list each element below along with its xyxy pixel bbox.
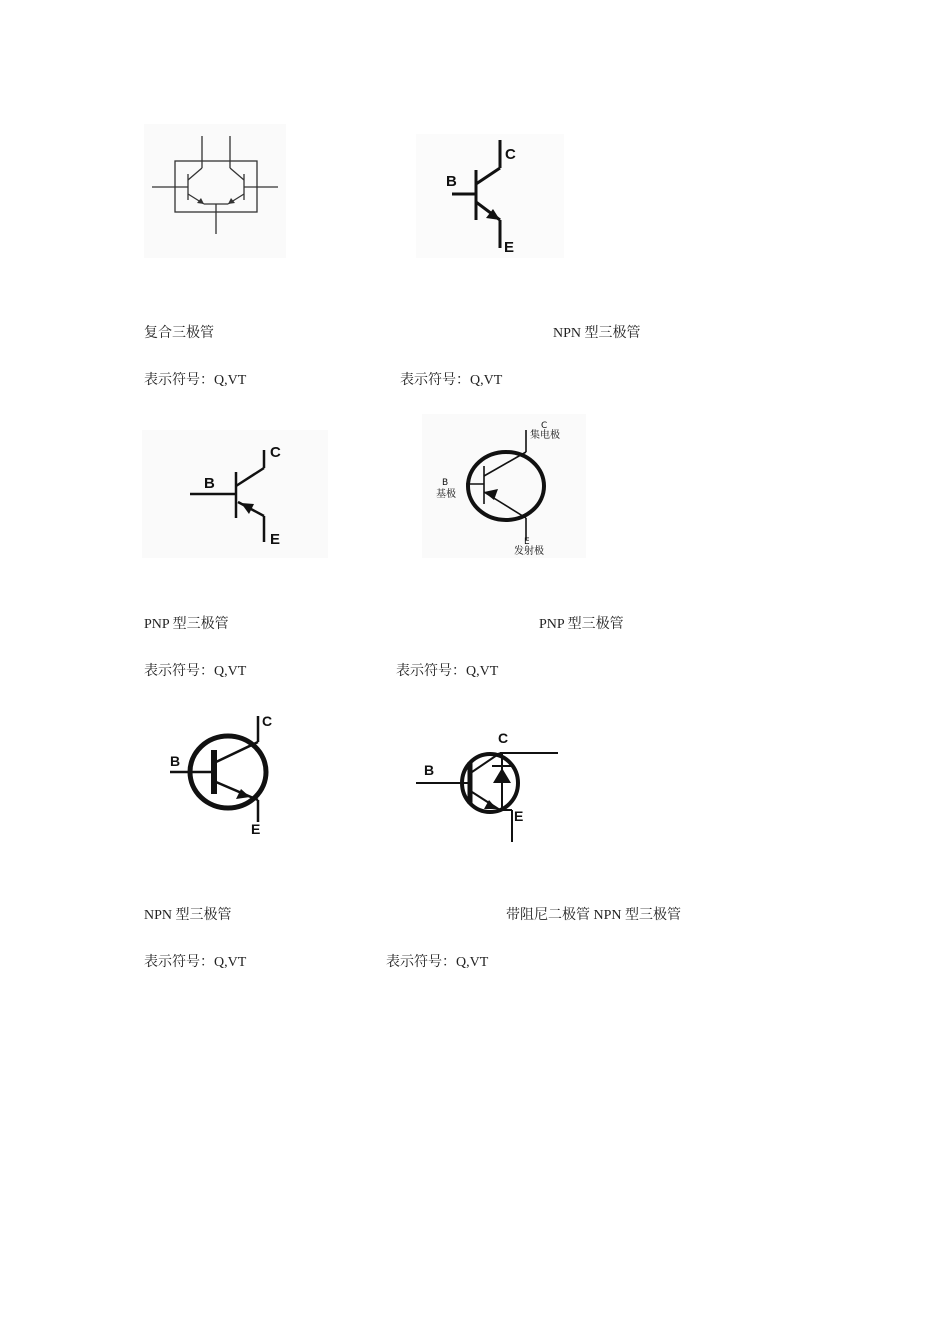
base-label: B [446, 173, 457, 190]
emitter-label: E [251, 821, 261, 837]
caption-npn-damper: 带阻尼二极管 NPN 型三极管 [506, 908, 682, 923]
base-label: B [442, 478, 449, 488]
symbol-line-row1-right: 表示符号：Q,VT [400, 373, 503, 388]
collector-label: C [505, 146, 516, 163]
npn-damper-diode-transistor-diagram [412, 726, 562, 846]
emitter-label: E [524, 537, 530, 547]
symbol-line-row3-right: 表示符号：Q,VT [386, 955, 489, 970]
caption-composite: 复合三极管 [144, 326, 214, 341]
symbol-line-row3-left: 表示符号：Q,VT [144, 955, 247, 970]
symbol-line-row1-left: 表示符号：Q,VT [144, 373, 247, 388]
caption-pnp-1: PNP 型三极管 [144, 617, 229, 632]
base-label: B [204, 475, 215, 492]
composite-transistor-diagram [144, 124, 286, 258]
collector-label: C [270, 444, 281, 461]
emitter-label: E [504, 239, 515, 256]
collector-label: C [541, 421, 548, 431]
caption-npn-1: NPN 型三极管 [553, 326, 641, 341]
collector-name-label: 集电极 [530, 430, 560, 441]
emitter-label: E [514, 808, 524, 824]
base-label: B [170, 753, 181, 769]
base-label: B [424, 762, 435, 778]
pnp-transistor-diagram-2 [422, 414, 586, 558]
npn-transistor-diagram-2 [150, 708, 290, 844]
npn-transistor-diagram-1 [416, 134, 564, 258]
collector-label: C [262, 713, 273, 729]
base-name-label: 基极 [436, 489, 456, 500]
caption-pnp-2: PNP 型三极管 [539, 617, 624, 632]
pnp-transistor-diagram-1 [142, 430, 328, 558]
collector-label: C [498, 730, 509, 746]
emitter-name-label: 发射极 [514, 546, 544, 557]
caption-npn-2: NPN 型三极管 [144, 908, 232, 923]
symbol-line-row2-left: 表示符号：Q,VT [144, 664, 247, 679]
emitter-label: E [270, 531, 281, 548]
symbol-line-row2-right: 表示符号：Q,VT [396, 664, 499, 679]
